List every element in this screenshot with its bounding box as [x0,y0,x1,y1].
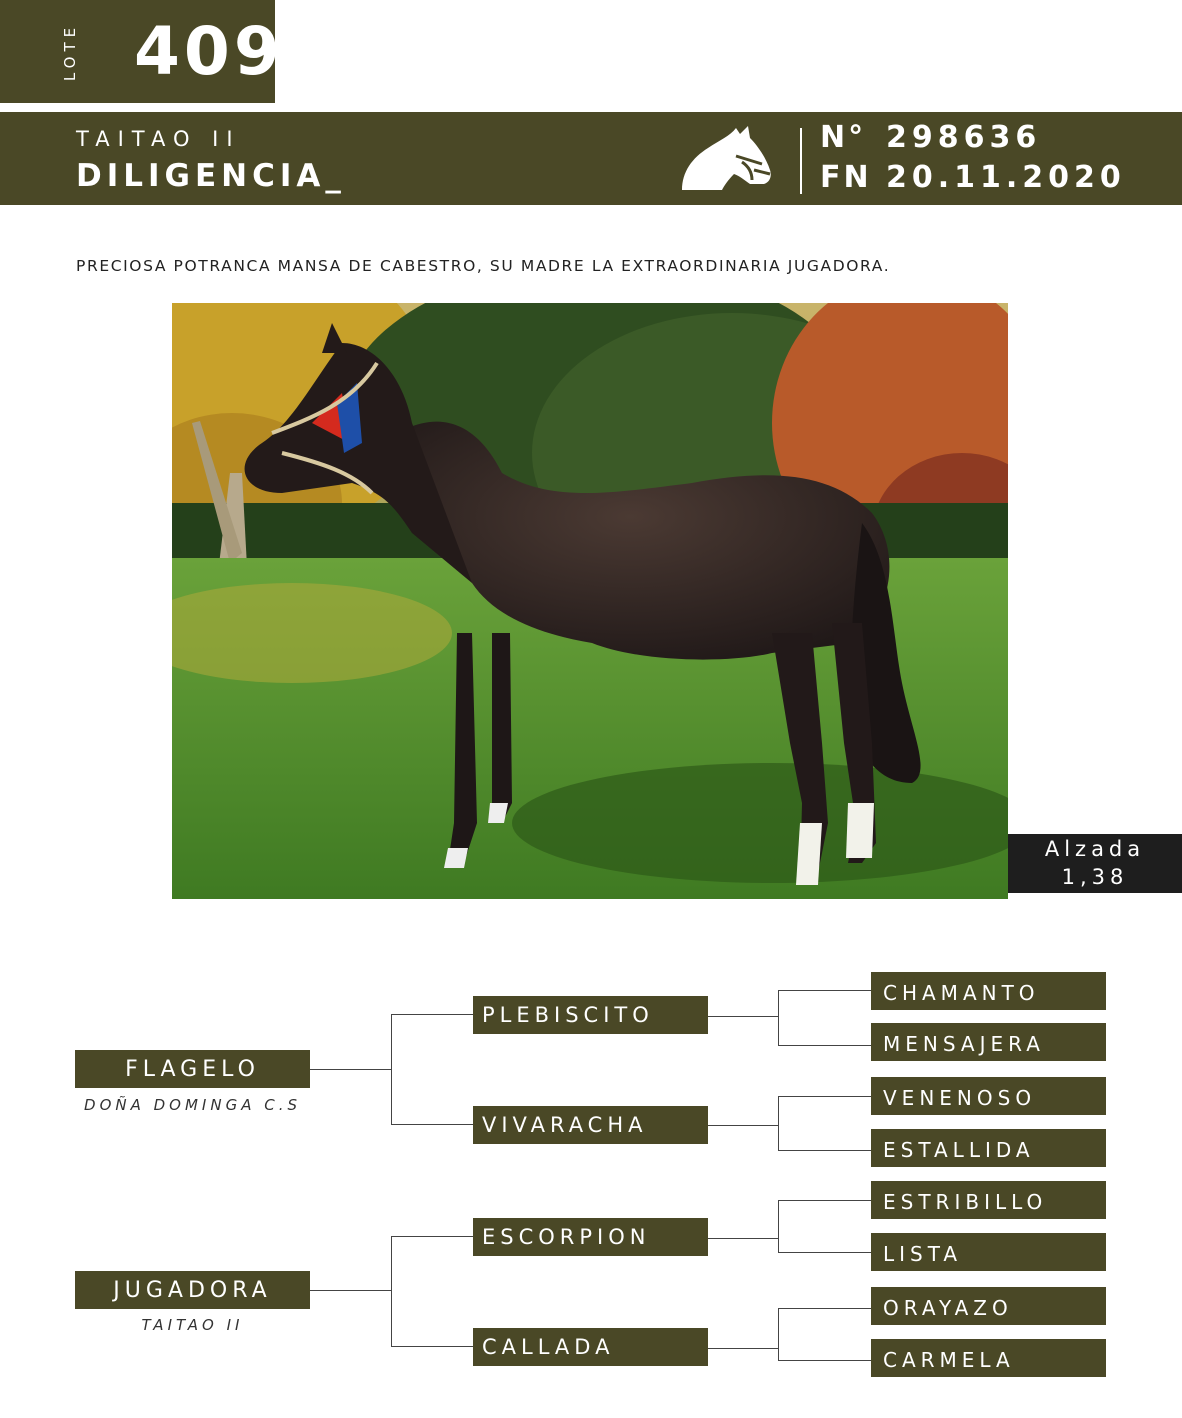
grandparent [473,1106,708,1144]
dam-name: JUGADORA [113,1278,272,1303]
grandparent-name: VIVARACHA [482,1113,648,1137]
alzada-label: Alzada [1044,837,1146,861]
lote-label: LOTE [61,22,79,82]
alzada-box [1008,834,1182,893]
grandparent-name: CALLADA [482,1335,615,1359]
header-divider [800,128,802,194]
sire-name: FLAGELO [125,1057,260,1082]
great-grandparent [871,1023,1106,1061]
lote-box [0,0,284,103]
great-grandparent-name: ESTRIBILLO [883,1190,1048,1214]
grandparent-name: PLEBISCITO [482,1003,654,1027]
grandparent [473,996,708,1034]
great-grandparent-name: LISTA [883,1242,963,1266]
great-grandparent [871,1181,1106,1219]
great-grandparent [871,1129,1106,1167]
pedigree-dam [75,1271,310,1309]
alzada-value: 1,38 [1061,865,1129,889]
registration-number-label: N° [820,120,867,155]
horse-head-icon [678,124,774,194]
sire-line: TAITAO II [76,127,241,151]
birth-date-label: FN [820,160,872,195]
grandparent [473,1218,708,1256]
great-grandparent [871,1339,1106,1377]
great-grandparent-name: ORAYAZO [883,1296,1013,1320]
description-text: PRECIOSA POTRANCA MANSA DE CABESTRO, SU MADRE LA EXTRAORDINARIA JUGADORA. [76,257,891,275]
great-grandparent-name: ESTALLIDA [883,1138,1035,1162]
great-grandparent [871,972,1106,1010]
great-grandparent [871,1233,1106,1271]
grandparent-name: ESCORPION [482,1225,651,1249]
horse-photo [172,303,1008,899]
lote-number: 409 [134,13,284,90]
registration-number-value: 298636 [886,120,1042,155]
great-grandparent [871,1077,1106,1115]
great-grandparent-name: VENENOSO [883,1086,1037,1110]
horse-name: DILIGENCIA_ [76,158,346,194]
grandparent [473,1328,708,1366]
great-grandparent [871,1287,1106,1325]
birth-date-value: 20.11.2020 [886,160,1126,195]
great-grandparent-name: CARMELA [883,1348,1015,1372]
great-grandparent-name: MENSAJERA [883,1032,1045,1056]
great-grandparent-name: CHAMANTO [883,981,1040,1005]
dam-breeder: TAITAO II [141,1316,244,1334]
sire-breeder: DOÑA DOMINGA C.S [84,1096,301,1114]
pedigree-sire [75,1050,310,1088]
